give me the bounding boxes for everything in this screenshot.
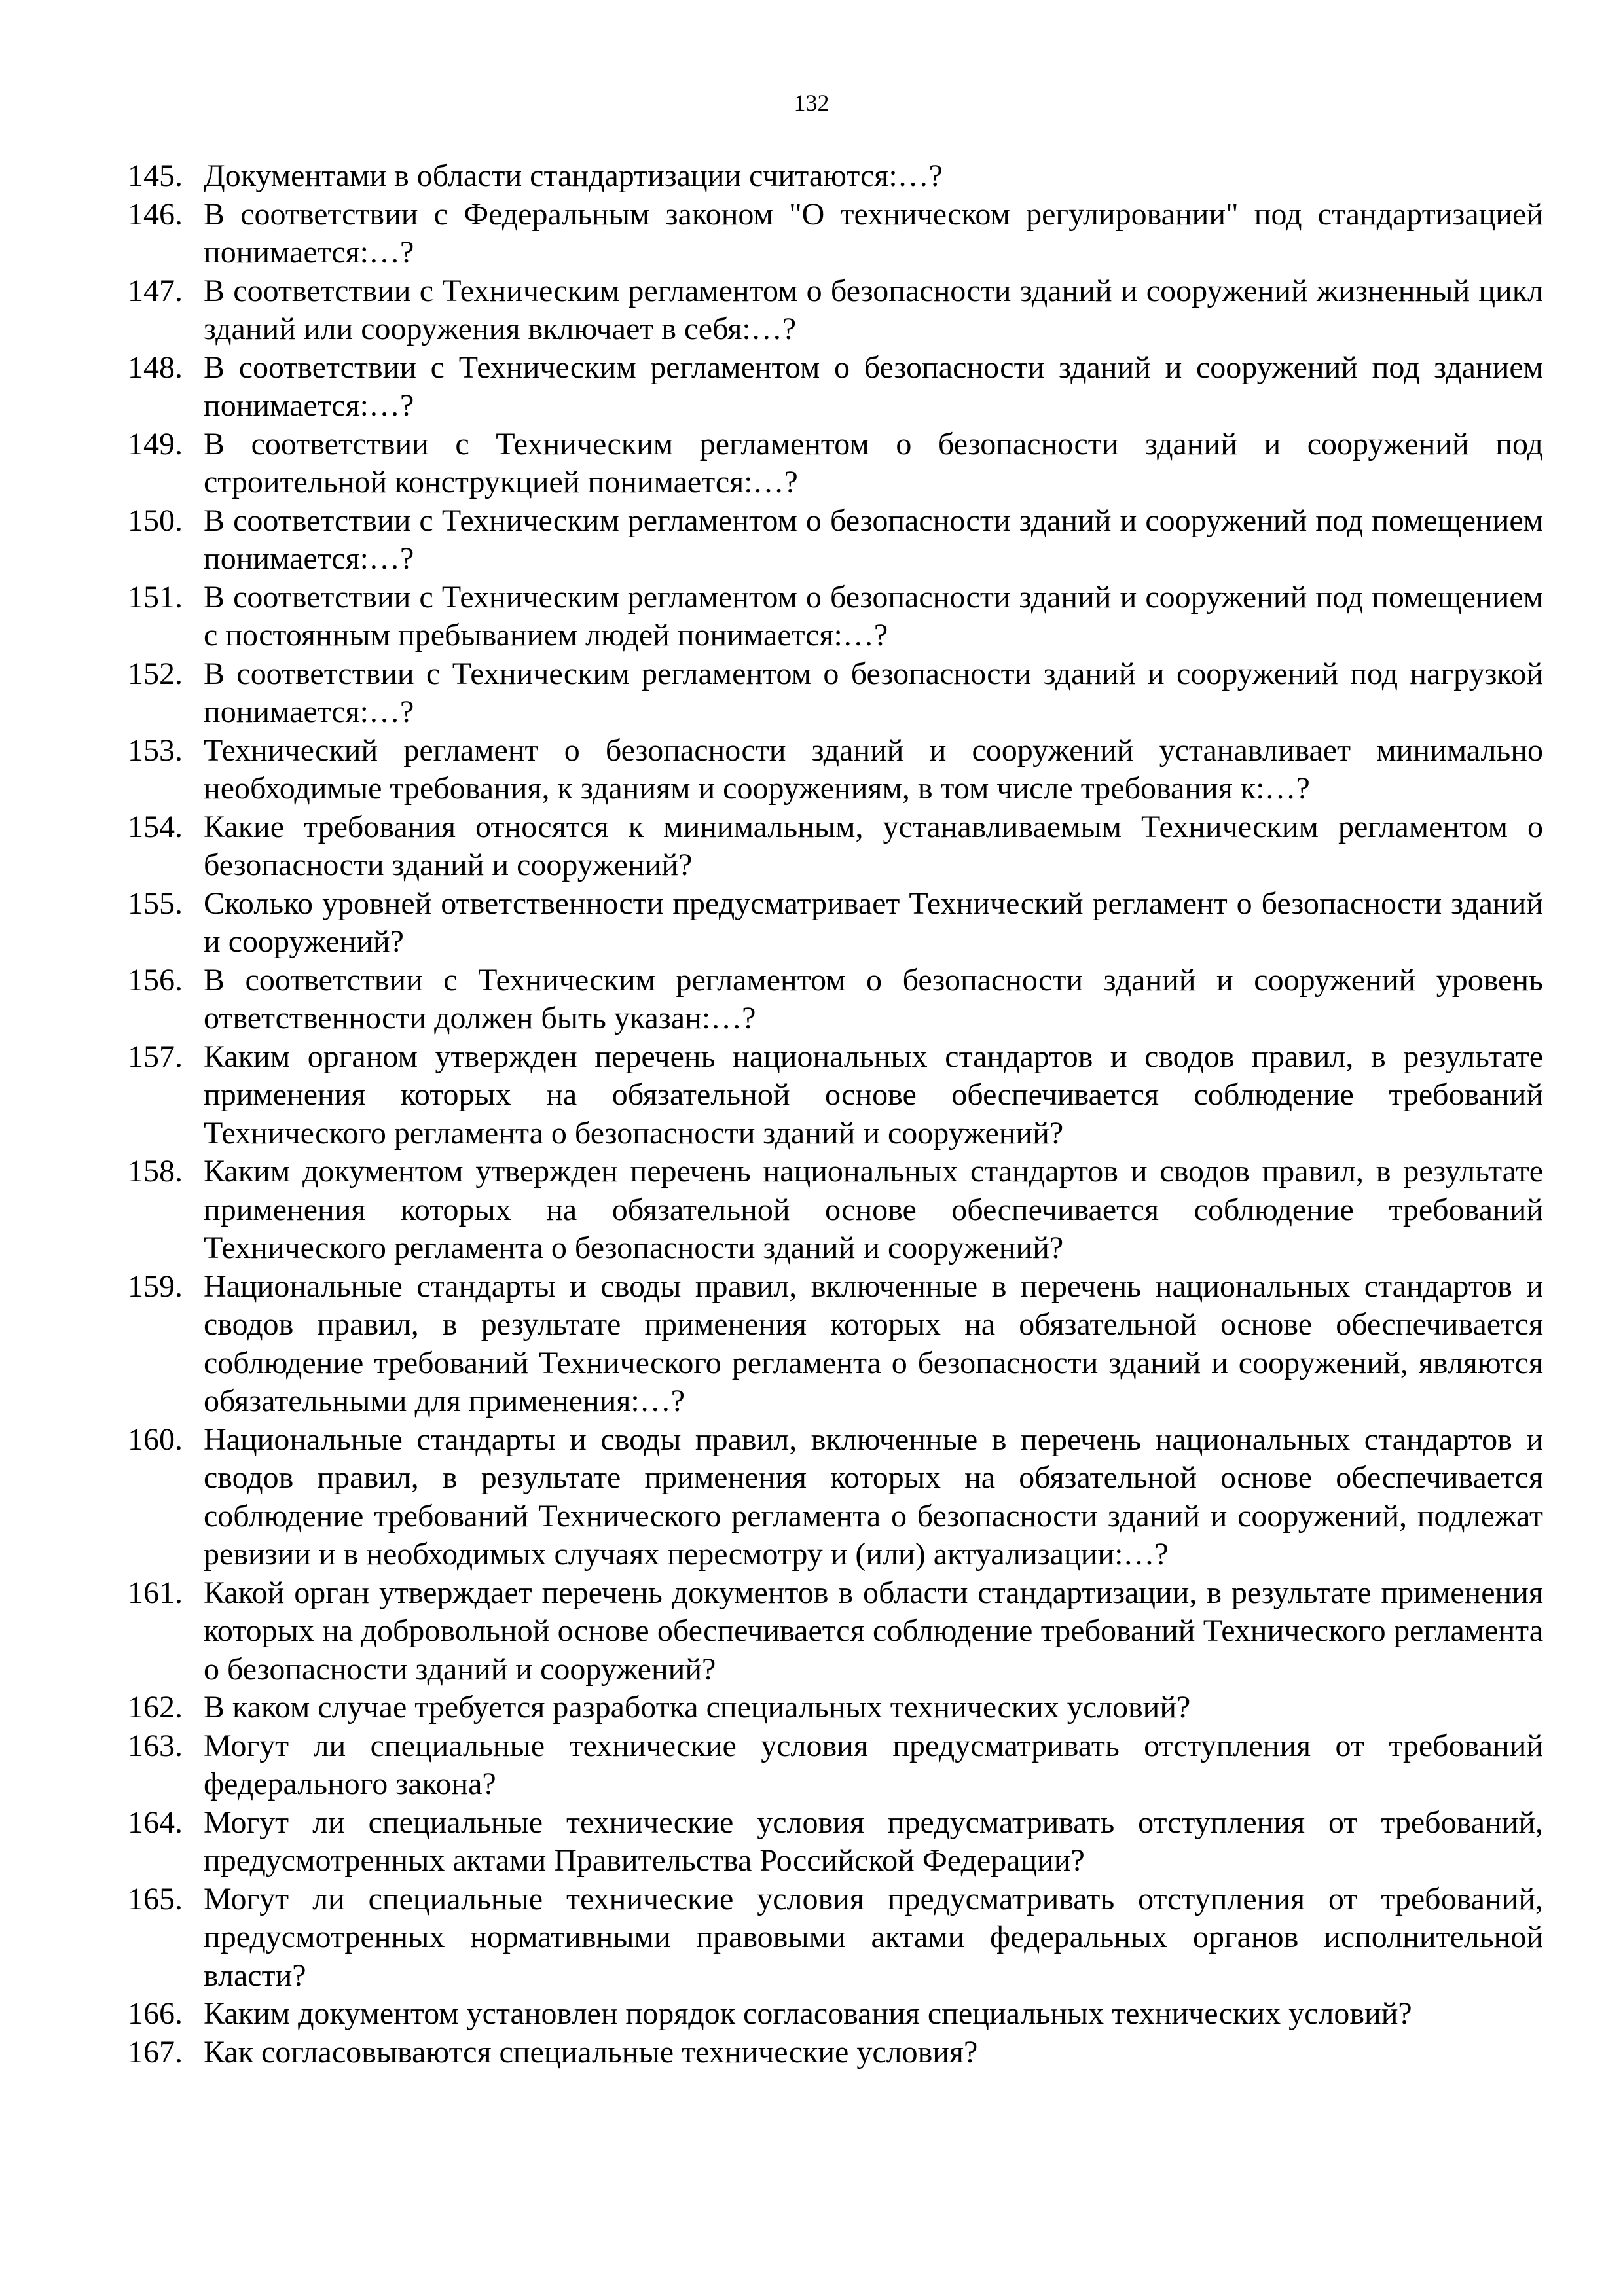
- question-text: В соответствии с Техническим регламентом о безопасности зданий и сооружений под зданием понимается:…?: [204, 350, 1543, 423]
- question-number: 162.: [128, 1690, 183, 1725]
- list-item: [128, 885, 1543, 961]
- question-number: 167.: [128, 2034, 183, 2070]
- question-number: 148.: [128, 350, 183, 385]
- list-item: [128, 272, 1543, 349]
- list-item: [128, 1421, 1543, 1574]
- list-item: [128, 425, 1543, 502]
- list-item: [128, 655, 1543, 732]
- list-item: [128, 808, 1543, 885]
- question-number: 156.: [128, 962, 183, 997]
- list-item: [128, 732, 1543, 808]
- question-number: 151.: [128, 579, 183, 615]
- question-text: В соответствии с Федеральным законом "О техническом регулировании" под стандартизацией понимается:…?: [204, 196, 1543, 270]
- question-text: В соответствии с Техническим регламентом о безопасности зданий и сооружений уровень ответственности должен быть указан:…?: [204, 962, 1543, 1035]
- question-number: 160.: [128, 1422, 183, 1457]
- list-item: [128, 1689, 1543, 1727]
- list-item: [128, 961, 1543, 1038]
- question-text: Документами в области стандартизации считаются:…?: [204, 158, 943, 193]
- question-number: 145.: [128, 158, 183, 193]
- list-item: [128, 1995, 1543, 2034]
- question-text: Какой орган утверждает перечень документов в области стандартизации, в результате применения которых на добровольной основе обеспечивается соблюдение требований Технического регламента о безопасности зданий и сооружений?: [204, 1575, 1543, 1687]
- question-number: 155.: [128, 886, 183, 921]
- question-text: В соответствии с Техническим регламентом о безопасности зданий и сооружений под нагрузкой понимается:…?: [204, 656, 1543, 729]
- list-item: [128, 502, 1543, 579]
- question-text: В соответствии с Техническим регламентом о безопасности зданий и сооружений жизненный цикл зданий или сооружения включает в себя:…?: [204, 273, 1543, 346]
- question-text: Могут ли специальные технические условия предусматривать отступления от требований, предусмотренных нормативными правовыми актами федеральных органов исполнительной власти?: [204, 1881, 1543, 1993]
- list-item: [128, 579, 1543, 655]
- list-item: [128, 2034, 1543, 2072]
- question-number: 149.: [128, 426, 183, 461]
- question-number: 154.: [128, 809, 183, 844]
- question-number: 146.: [128, 196, 183, 232]
- question-number: 163.: [128, 1728, 183, 1763]
- page-number: 132: [793, 90, 830, 116]
- question-text: Как согласовываются специальные технические условия?: [204, 2034, 978, 2070]
- question-number: 159.: [128, 1268, 183, 1304]
- question-text: Каким документом утвержден перечень национальных стандартов и сводов правил, в результате применения которых на обязательной основе обеспечивается соблюдение требований Технического регламента о безопасности зданий и сооружений?: [204, 1154, 1543, 1265]
- list-item: [128, 1880, 1543, 1996]
- question-text: Какие требования относятся к минимальным, устанавливаемым Техническим регламентом о безопасности зданий и сооружений?: [204, 809, 1543, 882]
- question-text: Могут ли специальные технические условия предусматривать отступления от требований, предусмотренных актами Правительства Российской Федерации?: [204, 1804, 1543, 1878]
- question-number: 165.: [128, 1881, 183, 1916]
- list-item: [128, 349, 1543, 425]
- list-item: [128, 196, 1543, 272]
- question-text: Сколько уровней ответственности предусматривает Технический регламент о безопасности зданий и сооружений?: [204, 886, 1543, 959]
- question-text: Технический регламент о безопасности зданий и сооружений устанавливает минимально необходимые требования, к зданиям и сооружениям, в том числе требования к:…?: [204, 732, 1543, 806]
- list-item: [128, 1804, 1543, 1880]
- question-text: Национальные стандарты и своды правил, включенные в перечень национальных стандартов и сводов правил, в результате применения которых на обязательной основе обеспечивается соблюдение требований Технического регламента о безопасности зданий и сооружений, подлежат ревизии и в необходимых случаях пересмотру и (или) актуализации:…?: [204, 1422, 1543, 1571]
- list-item: [128, 157, 1543, 196]
- question-text: Могут ли специальные технические условия предусматривать отступления от требований федерального закона?: [204, 1728, 1543, 1801]
- list-item: [128, 1038, 1543, 1153]
- question-number: 150.: [128, 503, 183, 538]
- list-item: [128, 1574, 1543, 1689]
- list-item: [128, 1153, 1543, 1268]
- question-number: 153.: [128, 732, 183, 768]
- question-number: 152.: [128, 656, 183, 691]
- question-text: Каким органом утвержден перечень национальных стандартов и сводов правил, в результате применения которых на обязательной основе обеспечивается соблюдение требований Технического регламента о безопасности зданий и сооружений?: [204, 1039, 1543, 1151]
- question-text: В соответствии с Техническим регламентом о безопасности зданий и сооружений под помещением с постоянным пребыванием людей понимается:…?: [204, 579, 1543, 653]
- question-text: В каком случае требуется разработка специальных технических условий?: [204, 1690, 1191, 1725]
- question-number: 158.: [128, 1154, 183, 1189]
- list-item: [128, 1268, 1543, 1421]
- question-number: 166.: [128, 1996, 183, 2031]
- question-number: 147.: [128, 273, 183, 308]
- question-number: 157.: [128, 1039, 183, 1074]
- question-text: Национальные стандарты и своды правил, включенные в перечень национальных стандартов и сводов правил, в результате применения которых на обязательной основе обеспечивается соблюдение требований Технического регламента о безопасности зданий и сооружений, являются обязательными для применения:…?: [204, 1268, 1543, 1418]
- question-list: [128, 157, 1543, 2072]
- question-text: Каким документом установлен порядок согласования специальных технических условий?: [204, 1996, 1412, 2031]
- list-item: [128, 1727, 1543, 1804]
- question-text: В соответствии с Техническим регламентом о безопасности зданий и сооружений под строительной конструкцией понимается:…?: [204, 426, 1543, 499]
- question-number: 161.: [128, 1575, 183, 1610]
- question-text: В соответствии с Техническим регламентом о безопасности зданий и сооружений под помещением понимается:…?: [204, 503, 1543, 576]
- question-number: 164.: [128, 1804, 183, 1840]
